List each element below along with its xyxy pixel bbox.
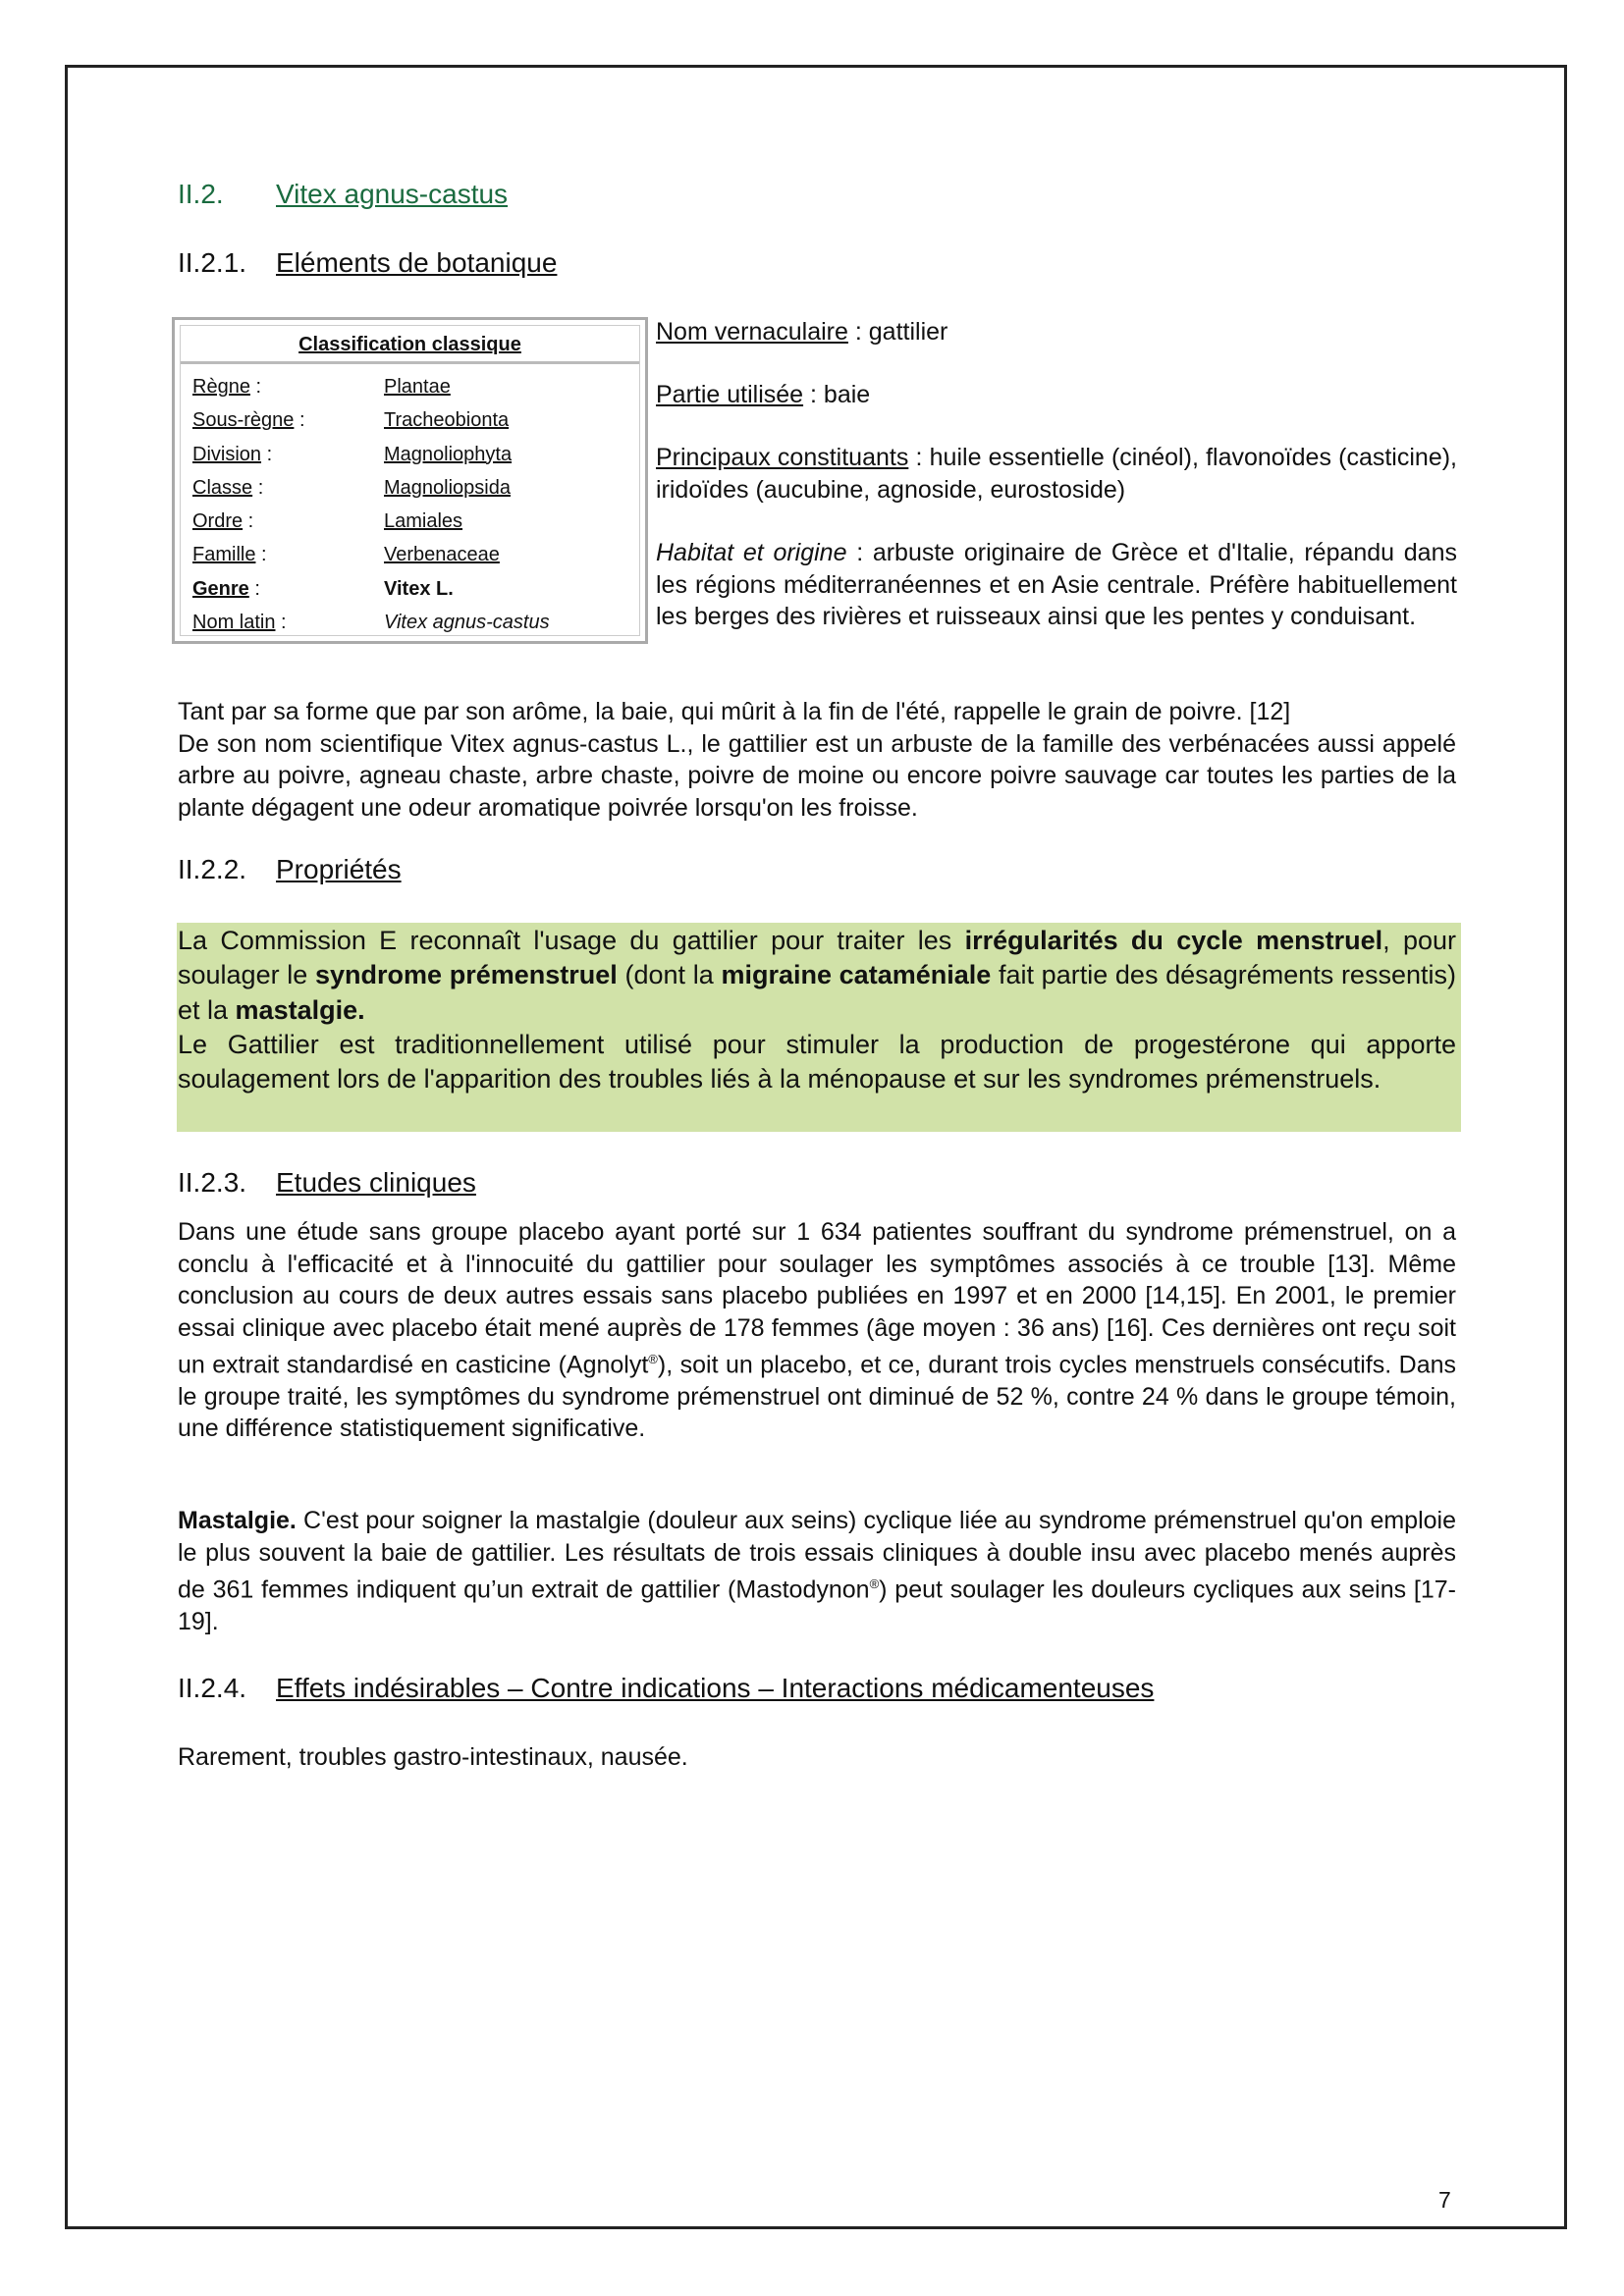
properties-paragraph: La Commission E reconnaît l'usage du gattilier pour traiter les irrégularités du cycle menstruel, pour soulager le syndrome prémenstruel (dont la migraine cataméniale fait partie des désagréments ressentis) et la mastalgie. Le Gattilier est traditionnellement utilisé pour stimuler la production de progestérone qui apporte soulagement lors de l'apparition des troubles liés à la ménopause et sur les syndromes prémenstruels. bbox=[178, 926, 1456, 1095]
classification-value: Magnoliophyta bbox=[384, 443, 513, 465]
classification-label: Famille : bbox=[192, 544, 267, 566]
studies-paragraph-1: Dans une étude sans groupe placebo ayant porté sur 1 634 patientes souffrant du syndrome prémenstruel, on a conclu à l'efficacité et à l'innocuité du gattilier pour soulager les symptômes associés à ce trouble [13]. Même conclusion au cours de deux autres essais sans placebo publiées en 1997 et en 2000 [14,15]. En 2001, le premier essai clinique avec placebo était mené auprès de 178 femmes (âge moyen : 36 ans) [16]. Ces dernières ont reçu soit un extrait standardisé en casticine (Agnolyt®), soit un placebo, et ce, durant trois cycles menstruels consécutifs. Dans le groupe traité, les symptômes du syndrome prémenstruel ont diminué de 52 %, contre 24 % dans le groupe témoin, une différence statistiquement significative. bbox=[178, 1218, 1457, 1443]
classification-value: Vitex L. bbox=[384, 577, 454, 600]
classification-row bbox=[181, 471, 639, 505]
classification-label: Sous-règne : bbox=[192, 409, 305, 432]
page-number: 7 bbox=[1438, 2187, 1451, 2213]
classification-row bbox=[181, 538, 639, 571]
side-effects-text: Rarement, troubles gastro-intestinaux, nausée. bbox=[178, 1743, 688, 1771]
intro-line-1: Tant par sa forme que par son arôme, la baie, qui mûrit à la fin de l'été, rappelle le grain de poivre. [12] bbox=[178, 698, 1291, 725]
intro-line-2: De son nom scientifique Vitex agnus-castus L., le gattilier est un arbuste de la famille des verbénacées aussi appelé arbre au poivre, agneau chaste, arbre chaste, poivre de moine ou encore poivre sauvage car toutes les parties de la plante dégagent une odeur aromatique poivrée lorsqu'on les froisse. bbox=[178, 729, 1456, 822]
classification-value: Magnoliopsida bbox=[384, 476, 511, 499]
intro-paragraph bbox=[178, 696, 1456, 824]
classification-table bbox=[172, 317, 648, 644]
classification-row bbox=[181, 370, 639, 403]
subsection-heading-properties: II.2.2. Propriétés bbox=[178, 854, 402, 884]
classification-value: Tracheobionta bbox=[384, 409, 510, 432]
fact-part-used: Partie utilisée : baie bbox=[656, 381, 871, 408]
studies-paragraph-2: Mastalgie. C'est pour soigner la mastalgie (douleur aux seins) cyclique liée au syndrome prémenstruel qu'on emploie le plus souvent la baie de gattilier. Les résultats de trois essais cliniques à double insu avec placebo menés auprès de 361 femmes indiquent qu’un extrait de gattilier (Mastodynon®) peut soulager les douleurs cycliques aux seins [17-19]. bbox=[178, 1507, 1456, 1635]
classification-label: Classe : bbox=[192, 476, 264, 499]
subsection-heading-side-effects: II.2.4. Effets indésirables – Contre indications – Interactions médicamenteuses bbox=[178, 1673, 1155, 1703]
classification-value: Vitex agnus-castus bbox=[384, 612, 550, 634]
classification-row bbox=[181, 572, 639, 606]
subsection-heading-botany: II.2.1. Eléments de botanique bbox=[178, 247, 558, 278]
classification-value: Verbenaceae bbox=[384, 544, 500, 566]
fact-vernacular: Nom vernaculaire : gattilier bbox=[656, 318, 948, 346]
fact-habitat: Habitat et origine : arbuste originaire de Grèce et d'Italie, répandu dans les régions méditerranéennes et en Asie centrale. Préfère habituellement les berges des rivières et ruisseaux ainsi que les pentes y conduisant. bbox=[656, 539, 1457, 630]
classification-label: Nom latin : bbox=[192, 612, 287, 634]
classification-value: Lamiales bbox=[384, 510, 463, 533]
classification-title: Classification classique bbox=[181, 326, 639, 364]
classification-label: Ordre : bbox=[192, 510, 254, 533]
classification-label: Genre : bbox=[192, 577, 260, 600]
classification-row bbox=[181, 606, 639, 639]
classification-label: Division : bbox=[192, 443, 273, 465]
section-heading: II.2. Vitex agnus-castus bbox=[178, 179, 509, 209]
classification-value: Plantae bbox=[384, 376, 451, 398]
classification-row bbox=[181, 403, 639, 437]
fact-constituents: Principaux constituants : huile essentielle (cinéol), flavonoïdes (casticine), iridoïdes (aucubine, agnoside, eurostoside) bbox=[656, 444, 1457, 504]
subsection-heading-studies: II.2.3. Etudes cliniques bbox=[178, 1167, 476, 1198]
classification-label: Règne : bbox=[192, 376, 262, 398]
classification-row bbox=[181, 505, 639, 538]
classification-row bbox=[181, 438, 639, 471]
